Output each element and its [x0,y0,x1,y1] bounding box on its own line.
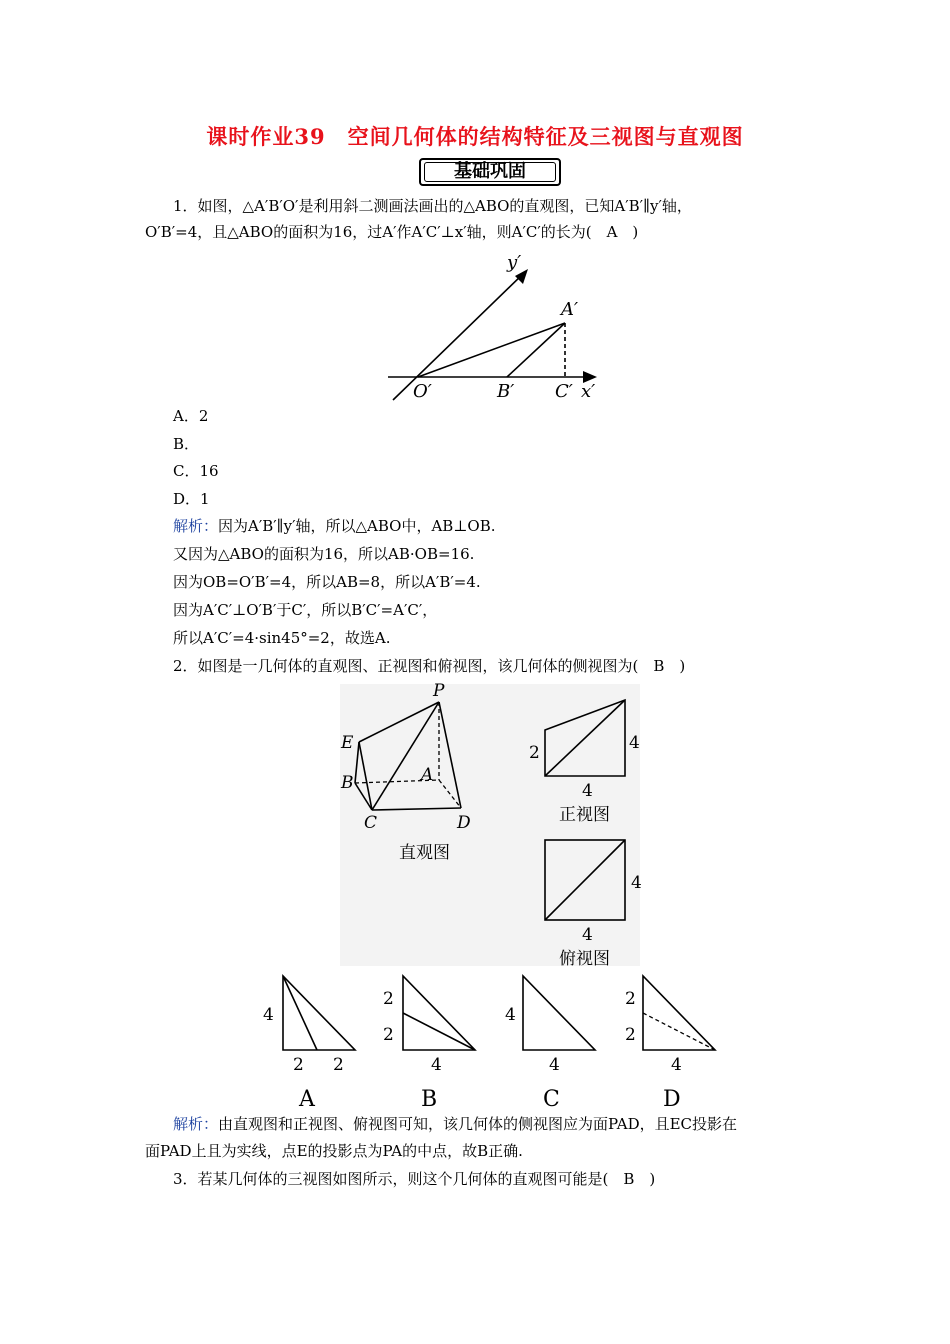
top-dim-bottom: 4 [582,925,593,945]
q2-solid-figure [335,680,495,865]
q1-option-b: B． [173,435,200,453]
q1-analysis-label: 解析： [173,517,219,535]
page-title: 课时作业39 空间几何体的结构特征及三视图与直观图 [206,124,744,149]
front-caption: 正视图 [559,805,610,825]
q1-option-a: A．2 [173,407,209,425]
label-c: C′ [555,381,573,402]
choice-b-letter: B [421,1087,438,1112]
q2-choice-d [615,970,735,1110]
q2-front-view [525,694,645,824]
segment-b-a [507,323,565,377]
top-caption: 俯视图 [559,949,610,969]
choice-b-dim-left2: 2 [383,1025,394,1045]
q1-analysis-line1 [173,516,496,536]
solid-label-e: E [341,733,354,753]
choice-a-letter: A [299,1087,315,1112]
choice-a-dim-left: 4 [263,1005,274,1025]
q1-analysis-text1: 因为A′B′∥y′轴，所以△ABO中，AB⊥OB. [218,517,496,535]
label-x: x′ [581,381,596,402]
q2-top-view [525,834,645,969]
q2-analysis-label: 解析： [173,1115,219,1133]
choice-c-dim-left: 4 [505,1005,516,1025]
q1-figure [385,250,600,405]
solid-label-a: A [421,765,434,785]
label-y: y′ [507,252,522,273]
q2-analysis-text1: 由直观图和正视图、俯视图可知，该几何体的侧视图应为面PAD，且EC投影在 [218,1115,738,1133]
q2-stem: 2．如图是一几何体的直观图、正视图和俯视图，该几何体的侧视图为( B ) [173,657,686,675]
choice-d-dim-left1: 2 [625,989,636,1009]
q2-analysis-line1 [173,1114,737,1134]
choice-b-dim-left1: 2 [383,989,394,1009]
choice-c-letter: C [543,1087,560,1112]
segment-o-a [418,323,565,377]
q1-analysis-line2: 又因为△ABO的面积为16，所以AB·OB=16. [173,545,475,563]
front-dim-bottom: 4 [582,781,593,801]
q1-option-d: D．1 [173,490,210,508]
section-badge [419,158,561,186]
label-o: O′ [413,381,432,402]
q3-stem: 3．若某几何体的三视图如图所示，则这个几何体的直观图可能是( B ) [173,1170,656,1188]
choice-b-dim-bottom: 4 [431,1055,442,1075]
choice-a-dim-bottom2: 2 [333,1055,344,1075]
solid-label-b: B [341,773,354,793]
front-dim-right: 4 [629,733,640,753]
solid-label-c: C [364,813,378,833]
q2-choice-b [375,970,495,1110]
choice-a-dim-bottom1: 2 [293,1055,304,1075]
choice-d-letter: D [663,1087,681,1112]
label-a: A′ [561,299,579,320]
choice-c-dim-bottom: 4 [549,1055,560,1075]
choice-d-dim-bottom: 4 [671,1055,682,1075]
top-dim-right: 4 [631,873,642,893]
q2-choice-c [495,970,615,1110]
solid-caption: 直观图 [399,843,450,863]
q2-analysis-line2: 面PAD上且为实线，点E的投影点为PA的中点，故B正确. [145,1142,523,1160]
q1-analysis-line4: 因为A′C′⊥O′B′于C′，所以B′C′=A′C′， [173,601,438,619]
section-badge-label: 基础巩固 [454,161,526,182]
solid-label-p: P [433,681,445,701]
badge-inner-border [424,162,556,182]
q1-analysis-line5: 所以A′C′=4·sin45°=2，故选A. [173,629,391,647]
q2-choice-a [255,970,375,1110]
q1-stem-line2: O′B′=4，且△ABO的面积为16，过A′作A′C′⊥x′轴，则A′C′的长为( A ) [145,223,639,241]
q1-analysis-line3: 因为OB=O′B′=4，所以AB=8，所以A′B′=4. [173,573,481,591]
solid-label-d: D [457,813,471,833]
front-dim-left: 2 [529,743,540,763]
q1-option-c: C．16 [173,462,219,480]
choice-d-dim-left2: 2 [625,1025,636,1045]
label-b: B′ [497,381,515,402]
q1-stem-line1: 1．如图，△A′B′O′是利用斜二测画法画出的△ABO的直观图，已知A′B′∥y′轴， [173,197,692,215]
